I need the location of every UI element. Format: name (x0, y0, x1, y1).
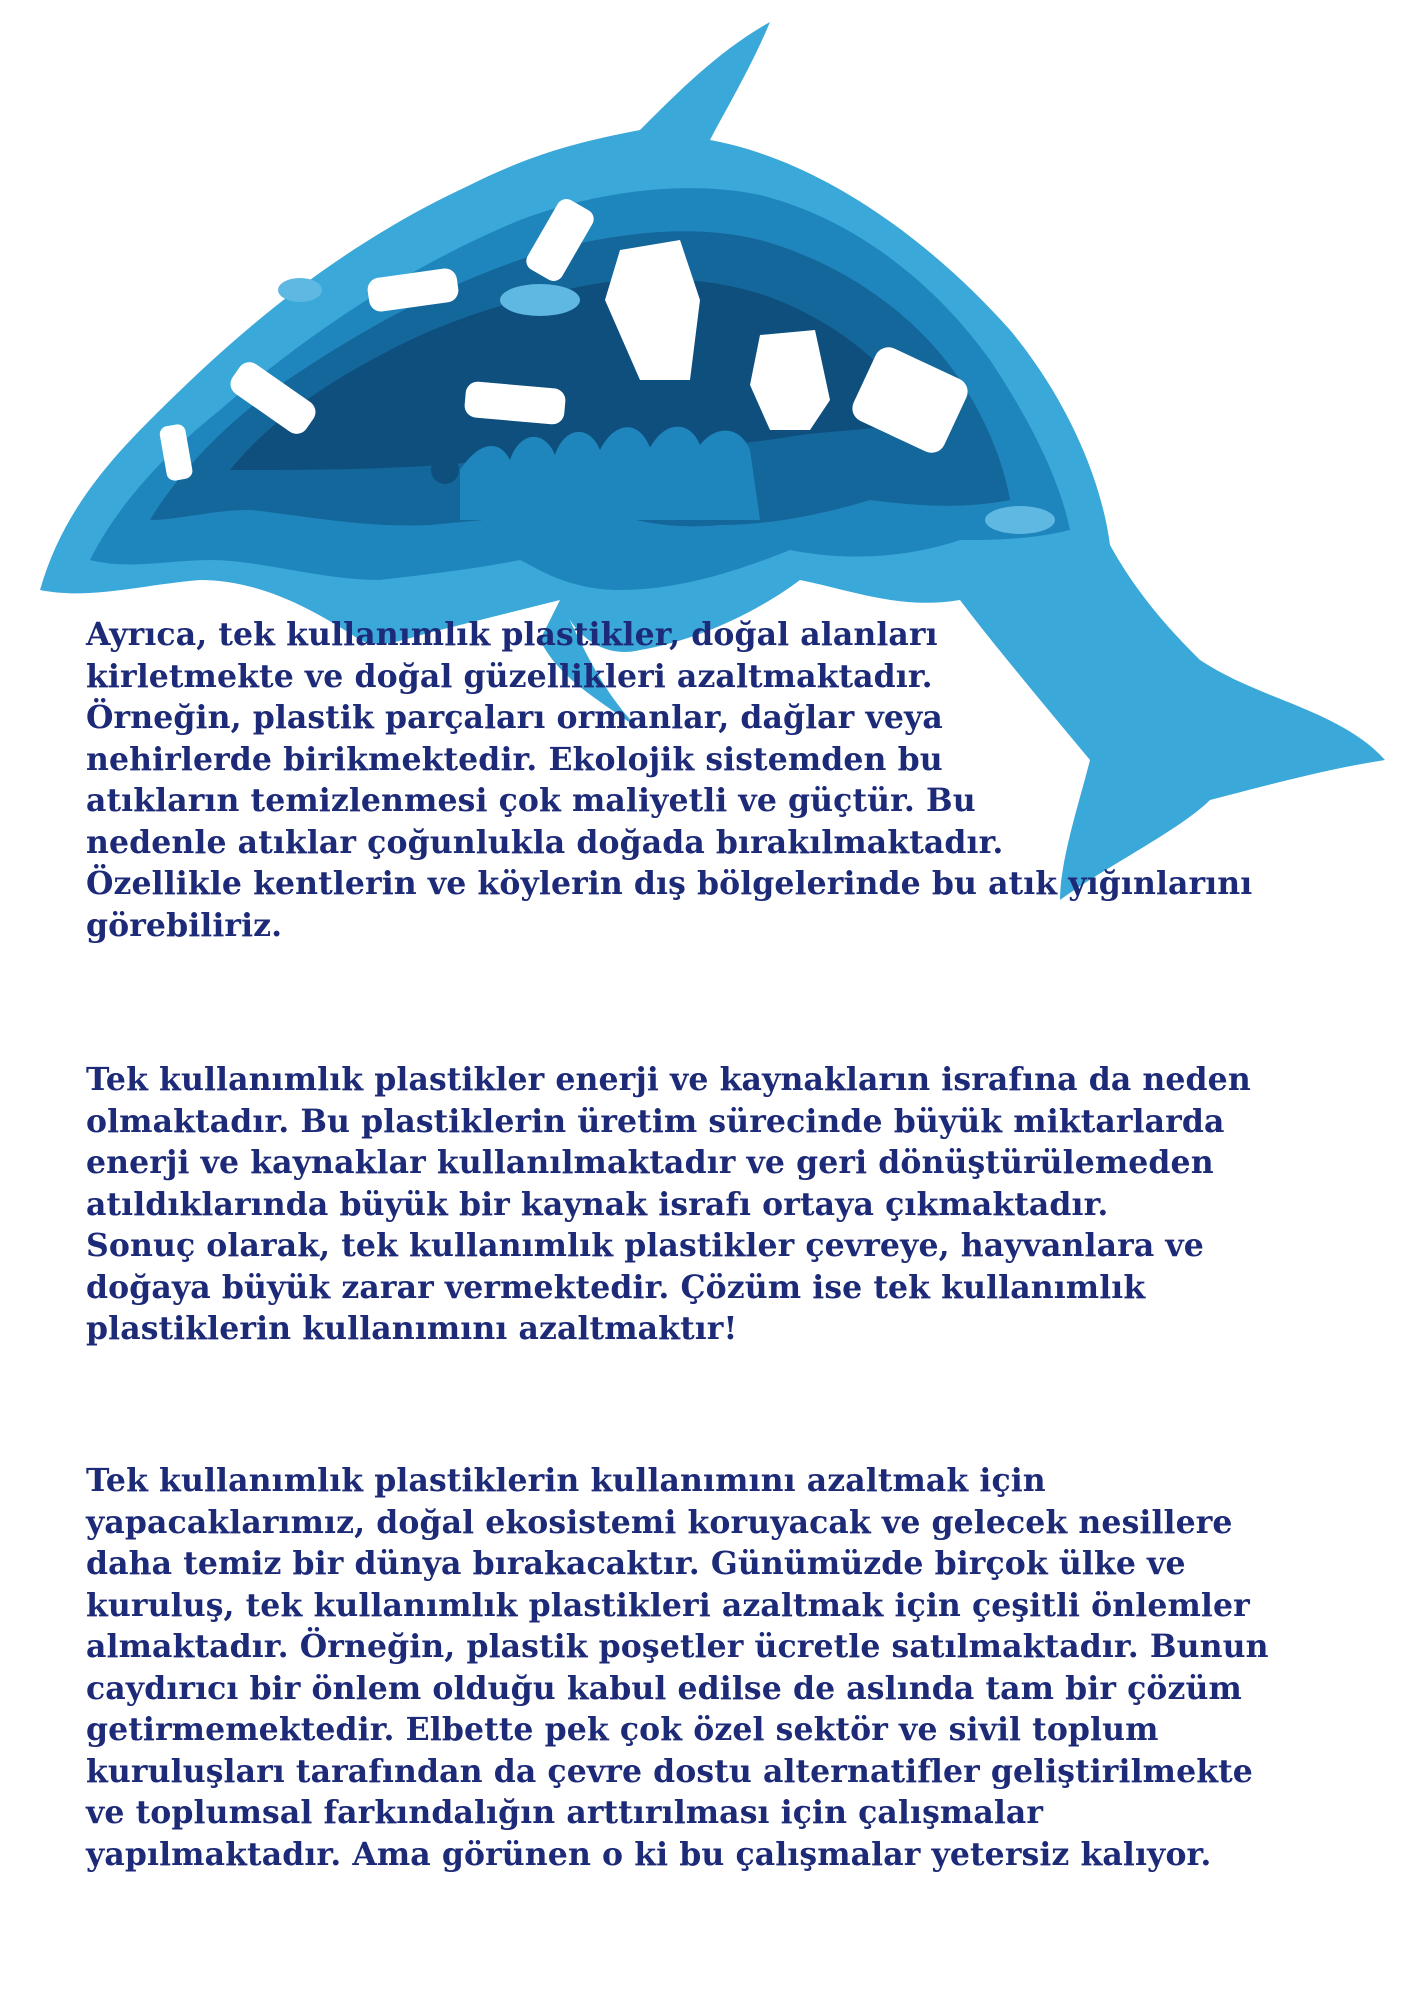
text-line: nehirlerde birikmektedir. Ekolojik sistemden bu (86, 740, 943, 778)
text-line: atıkların temizlenmesi çok maliyetli ve güçtür. Bu (86, 782, 976, 819)
fish-3 (278, 278, 322, 302)
text-line: almaktadır. Örneğin, plastik poşetler ücretle satılmaktadır. Bunun (86, 1628, 1269, 1665)
text-line: Sonuç olarak, tek kullanımlık plastikler çevreye, hayvanlara ve (86, 1227, 1204, 1264)
text-line: Tek kullanımlık plastiklerin kullanımını azaltmak için (86, 1462, 1046, 1499)
text-line: Ayrıca, tek kullanımlık plastikler, doğal alanları (86, 616, 938, 653)
text-line: kuruluş, tek kullanımlık plastikleri azaltmak için çeşitli önlemler (86, 1586, 1250, 1624)
fish-1 (500, 284, 580, 316)
text-line: yapacaklarımız, doğal ekosistemi koruyacak ve gelecek nesillere (86, 1503, 1233, 1541)
text-line: olmaktadır. Bu plastiklerin üretim sürecinde büyük miktarlarda (86, 1102, 1225, 1140)
text-line: caydırıcı bir önlem olduğu kabul edilse de aslında tam bir çözüm (86, 1669, 1242, 1707)
text-line: görebiliriz. (86, 906, 283, 944)
text-line: kuruluşları tarafından da çevre dostu alternatifler geliştirilmekte (86, 1752, 1253, 1790)
text-line: atıldıklarında büyük bir kaynak israfı ortaya çıkmaktadır. (86, 1185, 1109, 1223)
paragraph-2 (86, 1059, 1251, 1350)
text-line: Özellikle kentlerin ve köylerin dış bölgelerinde bu atık yığınlarını (86, 865, 1253, 902)
text-line: Tek kullanımlık plastikler enerji ve kaynakların israfına da neden (86, 1061, 1251, 1098)
text-line: kirletmekte ve doğal güzellikleri azaltmaktadır. (86, 657, 933, 695)
text-line: ve toplumsal farkındalığın arttırılması için çalışmalar (86, 1794, 1044, 1831)
fish-2 (985, 506, 1055, 534)
text-line: doğaya büyük zarar vermektedir. Çözüm ise tek kullanımlık (86, 1268, 1146, 1306)
text-line: Örneğin, plastik parçaları ormanlar, dağlar veya (86, 699, 943, 736)
text-line: daha temiz bir dünya bırakacaktır. Günümüzde birçok ülke ve (86, 1545, 1186, 1582)
text-line: nedenle atıklar çoğunlukla doğada bırakılmaktadır. (86, 823, 1004, 861)
text-line: enerji ve kaynaklar kullanılmaktadır ve geri dönüştürülemeden (86, 1144, 1214, 1181)
dolphin-eye (431, 456, 459, 484)
text-line: plastiklerin kullanımını azaltmaktır! (86, 1310, 738, 1347)
paragraph-3 (86, 1460, 1269, 1875)
text-line: getirmemektedir. Elbette pek çok özel sektör ve sivil toplum (86, 1711, 1159, 1748)
text-line: yapılmaktadır. Ama görünen o ki bu çalışmalar yetersiz kalıyor. (86, 1835, 1212, 1873)
paragraph-1 (86, 614, 1252, 946)
